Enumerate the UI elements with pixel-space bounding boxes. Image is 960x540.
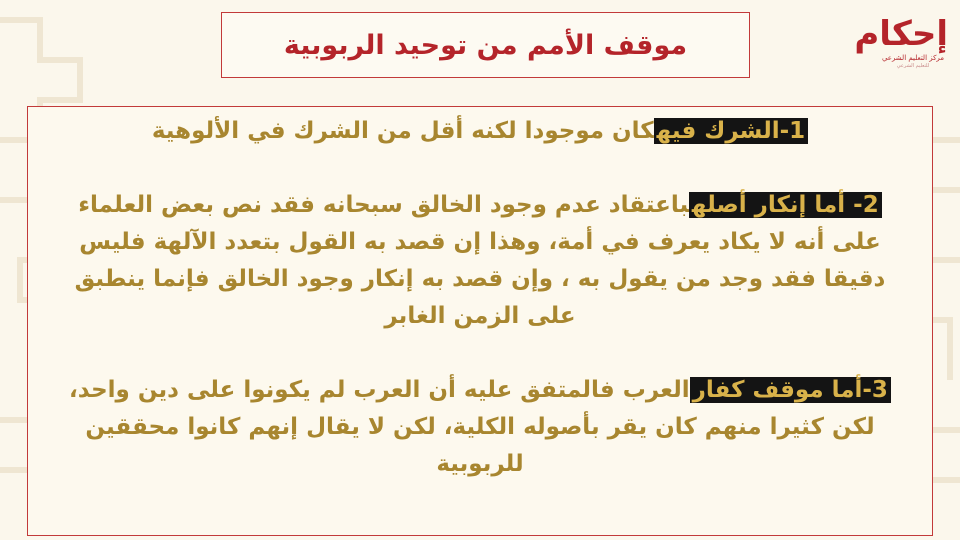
point-1-text: كان موجودا لكنه أقل من الشرك في الألوهية <box>151 118 654 144</box>
content-text <box>68 113 892 483</box>
point-1 <box>68 113 892 150</box>
point-2 <box>68 187 892 335</box>
slide-title-box <box>221 12 750 78</box>
point-3-text: العرب فالمتفق عليه أن العرب لم يكونوا على دين واحد، لكن كثيرا منهم كان يقر بأصوله الكلية، لكن لا يقال إنهم كانوا محققين للربوبية <box>69 377 875 477</box>
content-box <box>27 106 933 536</box>
slide-title: موقف الأمم من توحيد الربوبية <box>283 29 688 61</box>
logo-tagline: للتعليم الشرعي <box>896 63 930 69</box>
logo-mark: إحكام <box>854 14 948 54</box>
logo <box>854 14 948 78</box>
logo-subtitle: مركز التعليم الشرعي <box>881 54 945 62</box>
point-3-highlight: 3-أما موقف كفار <box>690 377 891 403</box>
point-3 <box>68 372 892 483</box>
point-2-highlight: 2- أما إنكار أصله <box>689 192 882 218</box>
point-1-highlight: 1-الشرك فيه <box>654 118 809 144</box>
point-2-text: باعتقاد عدم وجود الخالق سبحانه فقد نص بعض العلماء على أنه لا يكاد يعرف في أمة، وهذا إن قصد به القول بتعدد الآلهة فليس دقيقا فقد وجد من يقول به ، وإن قصد به إنكار وجود الخالق فإنما ينطبق على الزمن الغابر <box>74 192 886 329</box>
